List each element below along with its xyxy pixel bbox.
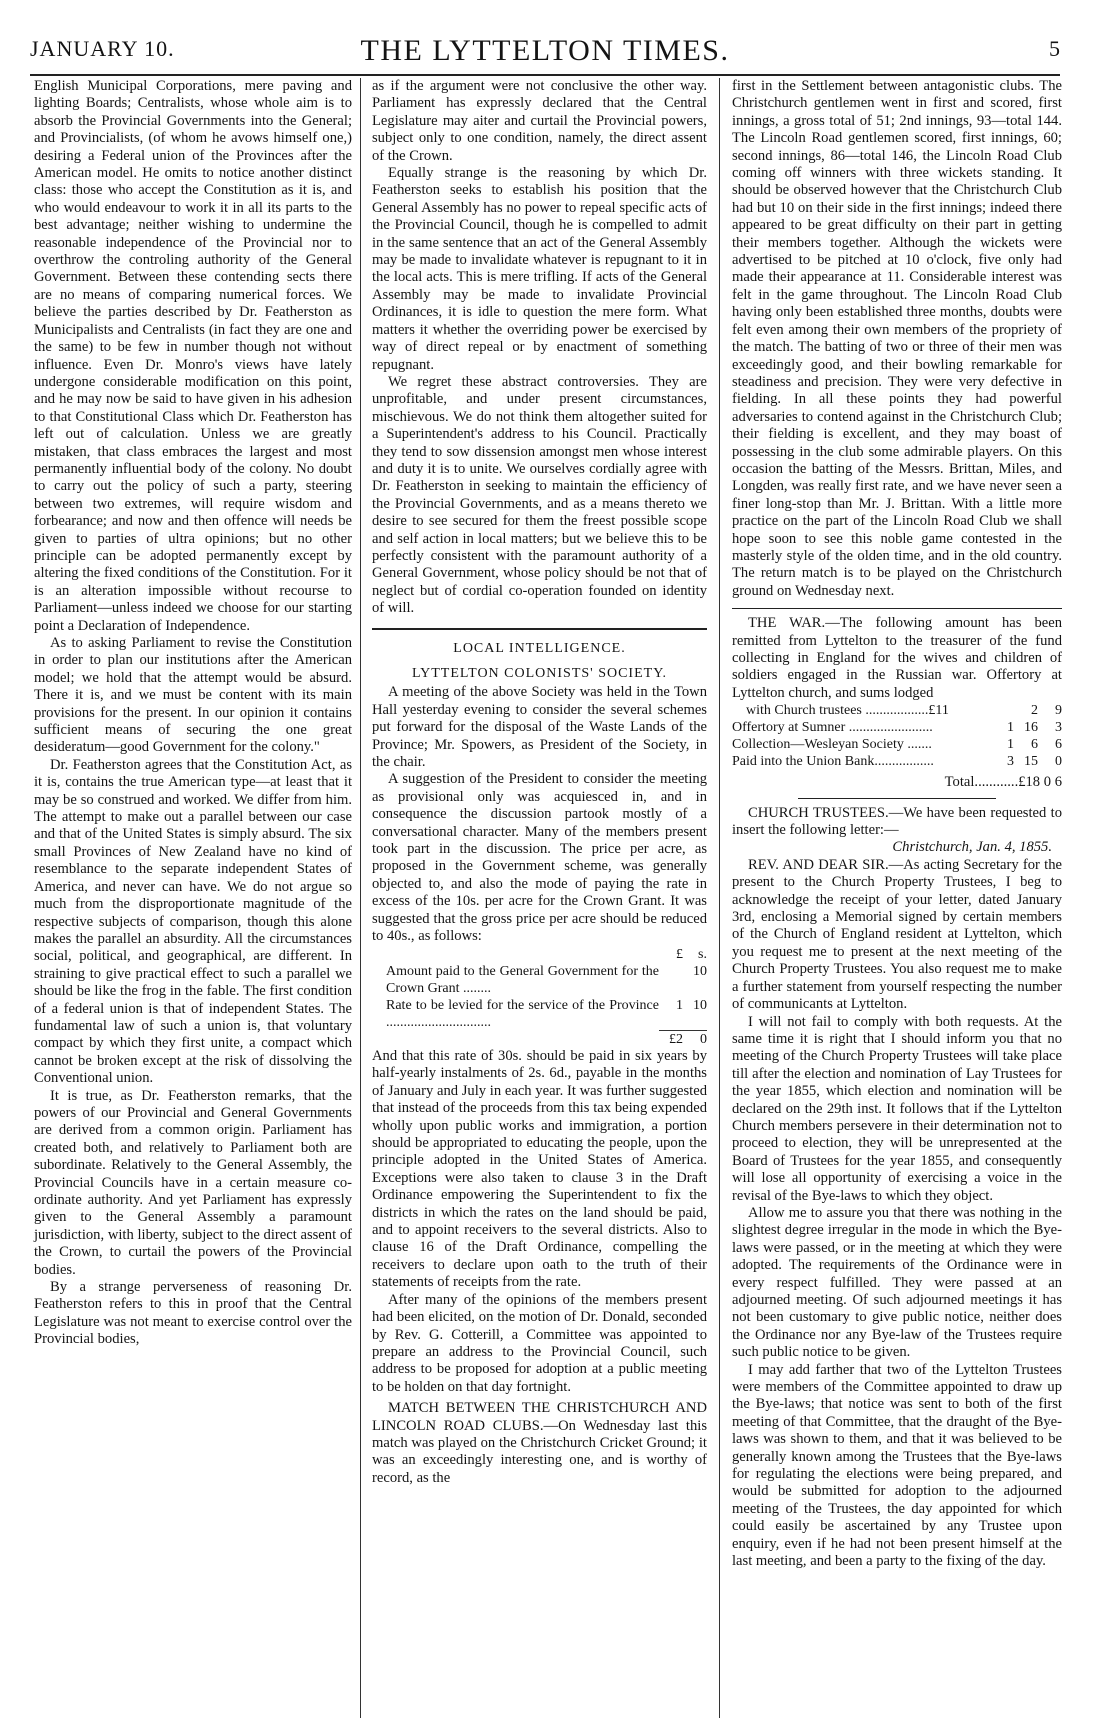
currency-shillings-header: s. bbox=[698, 946, 707, 962]
article-paragraph: Dr. Featherston agrees that the Constitution Act, as it is, contains the true American type—at least that it may be so construed and worked. We differ from him. The attempt to make out a parallel between our case and that of the United States is simply absurd. The six small Provinces of New Zealand have no kind of resemblance to the separate independent States of America, and never can have. We do not argue so much from the disproportionate magnitude of the respective subjects of comparison, though this alone makes the parallel an absurdity. All the circumstances social, political, and geographical, are different. In straining to give practical effect to such a parallel we should be like the frog in the fable. The first condition of a federal union is that of independent States. The fundamental law of such a union is, that voluntary compact by which they first unite, a compact which cannot be broken except at the risk of dissolving the Conventional union. bbox=[34, 756, 352, 1087]
fund-row-pence: 0 bbox=[1055, 754, 1062, 770]
price-table bbox=[372, 946, 707, 1049]
trustees-paragraph bbox=[732, 805, 1062, 840]
fund-row-pounds: 1 bbox=[1007, 720, 1014, 736]
article-paragraph: Equally strange is the reasoning by which Dr. Featherston seeks to establish his position that the General Assembly has no power to repeal specific acts of the Provincial Council, though he is compelled to admit in the same sentence that an act of the General Assembly may be made to invalidate whatever is repugnant to it in the local acts. This is mere trifling. If acts of the General Assembly may be made to invalidate Provincial Ordinances, it is idle to question the mere form. What matters it whether the overriding power be exercised by way of direct repeal or by enactment of something repugnant. bbox=[372, 165, 707, 373]
price-row-label: Rate to be levied for the service of the Province .............................. bbox=[386, 997, 659, 1030]
article-paragraph: We regret these abstract controversies. They are unprofitable, and under present circumstances, mischievous. We do not think them altogether suited for a Superintendent's address to his Council. Practically they tend to sow dissension amongst men whose interest and duty it is to unite. We ourselves cordially agree with Dr. Featherston in seeking to maintain the efficiency of the Provincial Governments, and as a means thereto we desire to see secured for them the freest possible scope and self action in local matters; but we believe this to be perfectly consistent with the paramount authority of a General Government, whose policy should be not that of neglect but of cordial co-operation founded on identity of will. bbox=[372, 373, 707, 617]
section-rule bbox=[732, 608, 1062, 609]
article-paragraph: And that this rate of 30s. should be paid in six years by half-yearly instalments of 2s. 6d., payable in the months of January and July in each year. It was further suggested that instead of the proceeds from this tax being expended wholly upon public works and immigration, a portion should be appropriated to educating the people, upon the principle adopted in the United States of America. Exceptions were also taken to clause 3 in the Draft Ordinance empowering the Superintendent to fix the districts in which the rates on the land should be paid, and to appoint receivers to the several districts. Also to clause 16 of the Draft Ordinance, compelling the receivers to declare upon oath to the truth of their statements of receipts from the rate. bbox=[372, 1048, 707, 1291]
price-row-pounds: 1 bbox=[676, 997, 683, 1013]
section-rule bbox=[372, 628, 707, 630]
article-paragraph: It is true, as Dr. Featherston remarks, that the powers of our Provincial and General Governments are derived from a common origin. Parliament has created both, and relatively to Parliament both are subordinate. Relatively to the General Assembly, the Provincial Councils have in a certain measure co-ordinate authority. And yet Parliament has expressly given to the General Assembly a paramount jurisdiction, with liberty, subject to the direct assent of the Crown, to curtail the powers of the Provincial bodies. bbox=[34, 1087, 352, 1278]
price-total-shillings: 0 bbox=[683, 1031, 707, 1049]
article-heading: LYTTELTON COLONISTS' SOCIETY. bbox=[411, 666, 668, 681]
fund-row-shillings: 16 bbox=[1024, 720, 1038, 736]
letter-paragraph: I may add farther that two of the Lyttelton Trustees were members of the Committee appointed to draw up the Bye-laws; that notice was sent to both of the first meeting of that Committee, that the draught of the Bye-laws was shown to them, and that it was believed to be generally known among the Trustees that the Bye-laws for regulating the elections were being prepared, and would be submitted for adoption to the adjourned meeting of the Trustees, the day appointed for which could easily be ascertained by any Trustee upon enquiry, even if he had not been present himself at the last meeting, and been a party to the fixing of the day. bbox=[732, 1361, 1062, 1570]
fund-row-label: with Church trustees ..................£11 bbox=[746, 703, 949, 719]
article-paragraph: as if the argument were not conclusive the other way. Parliament has expressly declared that the Central Legislature may aiter and curtail the Provincial powers, subject only to one condition, namely, the direct assent of the Crown. bbox=[372, 78, 707, 164]
fund-row-pence: 6 bbox=[1055, 737, 1062, 753]
page-number: 5 bbox=[1049, 36, 1060, 61]
letter-text: —As acting Secretary for the present to the Church Property Trustees, I beg to acknowledge the receipt of your letter, dated January 3rd, enclosing a Memorial signed by certain members of the Church of England resident at Lyttelton, which you request me to present at the next meeting of the Church Property Trustees. You also request me to make a further statement from yourself respecting the number of communicants at Lyttelton. bbox=[732, 856, 1062, 1013]
fund-total: Total............£18 0 6 bbox=[944, 774, 1062, 791]
fund-row-pounds: 3 bbox=[1007, 754, 1014, 770]
page-header bbox=[30, 34, 1060, 74]
fund-row-pounds: 1 bbox=[1007, 737, 1014, 753]
fund-row-shillings: 15 bbox=[1024, 754, 1038, 770]
column-divider-2 bbox=[719, 78, 720, 1718]
article-paragraph: A suggestion of the President to consider the meeting as provisional only was acquiesced in, and in consequence the discussion partook mostly of a conversational character. Many of the members present took part in the discussion. The price per acre, as proposed in the Government scheme, was generally objected to, and also the mode of paying the rate in excess of the 10s. per acre for the Crown Grant. It was suggested that the gross price per acre should be reduced to 40s., as follows: bbox=[372, 771, 707, 945]
match-paragraph bbox=[372, 1400, 707, 1487]
letter-paragraph bbox=[732, 857, 1062, 1014]
letter-paragraph: Allow me to assure you that there was nothing in the slightest degree irregular in the mode in which the Bye-laws were passed, or in the meeting at which they were adopted. The requirements of the Ordinance were in every respect fulfilled. They were passed at an adjourned meeting. Of such adjourned meetings it has not been customary to give public notice, neither does the Ordinance nor any Bye-law of the Trustees require such public notice to be given. bbox=[732, 1204, 1062, 1361]
letter-salutation: REV. AND DEAR SIR. bbox=[748, 856, 889, 873]
fund-row-label: Offertory at Sumner ........................ bbox=[732, 720, 933, 736]
fund-row-shillings: 2 bbox=[1031, 703, 1038, 719]
war-fund-table bbox=[732, 702, 1062, 770]
letter-paragraph: I will not fail to comply with both requests. At the same time it is right that I should inform you that no meeting of the Church Property Trustees will take place till after the election and nomination of Lay Trustees for the year 1855, which election and nomination will be declared on the 29th inst. It follows that if the Lyttelton Church members persevere in their determination not to proceed to election, they will be unrepresented at the Board of Trustees for the year 1855, and consequently will lose all opportunity of exercising a voice in the revisal of the Bye-laws to which they object. bbox=[732, 1013, 1062, 1204]
price-row-pounds bbox=[659, 963, 683, 997]
fund-row-shillings: 6 bbox=[1031, 737, 1038, 753]
section-rule bbox=[798, 798, 996, 799]
war-paragraph bbox=[732, 615, 1062, 702]
issue-date: JANUARY 10. bbox=[30, 36, 175, 61]
price-row-label: Amount paid to the General Government for the Crown Grant ........ bbox=[386, 963, 659, 996]
column-1 bbox=[34, 78, 352, 1349]
price-total-pounds: £2 bbox=[659, 1031, 683, 1049]
price-row-shillings: 10 bbox=[693, 963, 707, 979]
match-heading: MATCH BETWEEN THE CHRISTCHURCH AND LINCOLN ROAD CLUBS. bbox=[372, 1400, 707, 1434]
article-paragraph: A meeting of the above Society was held in the Town Hall yesterday evening to consider the several schemes put forward for the disposal of the Waste Lands of the Province; Mr. Spowers, as President of the Society, in the chair. bbox=[372, 684, 707, 771]
section-heading: LOCAL INTELLIGENCE. bbox=[453, 640, 626, 656]
column-2 bbox=[372, 78, 707, 1487]
newspaper-title: THE LYTTELTON TIMES. bbox=[360, 34, 730, 67]
letter-dateline: Christchurch, Jan. 4, 1855. bbox=[892, 839, 1052, 856]
article-paragraph: As to asking Parliament to revise the Constitution in order to plan our institutions after the American model; we hold that the attempt would be absurd. There it is, and we must be content with its main provisions for the present. In our opinion it contains sufficient means of securing the one great desideratum—good Government for the colony." bbox=[34, 635, 352, 756]
fund-row-label: Collection—Wesleyan Society ....... bbox=[732, 737, 932, 753]
trustees-heading: CHURCH TRUSTEES. bbox=[748, 804, 889, 821]
fund-row-pence: 3 bbox=[1055, 720, 1062, 736]
article-paragraph: first in the Settlement between antagonistic clubs. The Christchurch gentlemen went in first and scored, first innings, a gross total of 51; 2nd innings, 93—total 144. The Lincoln Road gentlemen scored, first innings, 60; second innings, 86—total 146, the Lincoln Road Club coming off winners with three wickets standing. It should be observed however that the Christchurch Club had but 10 on their side in the first innings; indeed there appeared to be great difficulty on their part in getting their members together. Although the wickets were advertised to be pitched at 10 o'clock, five only had made their appearance at 11. Considerable interest was felt in the game throughout. The Lincoln Road Club having only been established three months, doubts were felt even among their own members of the propriety of the match. The batting of two or three of their men was exceedingly good, and their bowling remarkable for steadiness and precision. They were very defective in fielding. In all these points they had powerful adversaries to contend against in the Christchurch Club; their fielding is excellent, and they may boast of possessing in the club some admirable players. On this occasion the batting of the Messrs. Brittan, Miles, and Longden, was really first rate, and we have never seen a finer long-stop than Mr. J. Brittan. With a little more practice on the part of the Lincoln Road Club we shall hope soon to see this noble game contested in the masterly style of the olden time, and in the old country. The return match is to be played on the Christchurch ground on Wednesday next. bbox=[732, 78, 1062, 599]
price-row-shillings: 10 bbox=[693, 997, 707, 1013]
article-paragraph: After many of the opinions of the members present had been elicited, on the motion of Dr. Donald, seconded by Rev. G. Cotterill, a Committee was appointed to prepare an address to the Provincial Council, such address to be proposed for adoption at a public meeting to be holden on that day fortnight. bbox=[372, 1291, 707, 1395]
fund-row-label: Paid into the Union Bank................. bbox=[732, 754, 934, 770]
header-rule bbox=[30, 74, 1060, 76]
war-heading: THE WAR. bbox=[748, 615, 826, 632]
currency-pounds-header: £ bbox=[676, 946, 683, 962]
article-paragraph: By a strange perverseness of reasoning Dr. Featherston refers to this in proof that the Central Legislature was not meant to exercise control over the Provincial bodies, bbox=[34, 1279, 352, 1348]
column-3 bbox=[732, 78, 1062, 1571]
war-text: —The following amount has been remitted from Lyttelton to the treasurer of the fund collecting in England for the wives and children of soldiers engaged in the Russian war. Offertory at Lyttelton church, and sums lodged bbox=[732, 615, 1062, 701]
fund-row-pence: 9 bbox=[1055, 703, 1062, 719]
column-divider-1 bbox=[360, 78, 361, 1718]
trustees-text: —We have been requested to insert the following letter:— bbox=[732, 804, 1062, 839]
article-paragraph: English Municipal Corporations, mere paving and lighting Boards; Centralists, whose whole aim is to absorb the Provincial Governments into the General; and Provincialists, (of whom he avows himself one,) desiring a Federal union of the Provinces after the American model. He omits to notice another distinct class: those who accept the Constitution as it is, and who would endeavour to work it in all its parts to the best advantage; neither wishing to undermine the reasonable independence of the Provincial nor to overthrow the controling authority of the General Government. Between these contending sects there are no means of comparing numerical forces. We believe the parties described by Dr. Featherston as Municipalists and Centralists (in fact they are one and the same) to be few in number though not without influence. Even Dr. Monro's views have lately undergone considerable modification on this point, and he may now be said to have given in his adhesion to that Constitutional Class which Dr. Featherston has left out of calculation. Unless we are greatly mistaken, that class embraces the largest and most permanently influential body of the colony. No doubt to carry out the policy of such a party, steering between two extremes, will require wisdom and forbearance; and now and then offence will needs be given to parties of ultra opinions; but no other principle can be adopted permanently except by altering the fixed conditions of the Constitution. For it is an alteration impossible without recourse to Parliament—unless indeed we choose for our starting point a Declaration of Independence. bbox=[34, 78, 352, 634]
match-text: —On Wednesday last this match was played on the Christchurch Cricket Ground; it was an exceedingly interesting one, and is worthy of record, as the bbox=[372, 1417, 708, 1486]
